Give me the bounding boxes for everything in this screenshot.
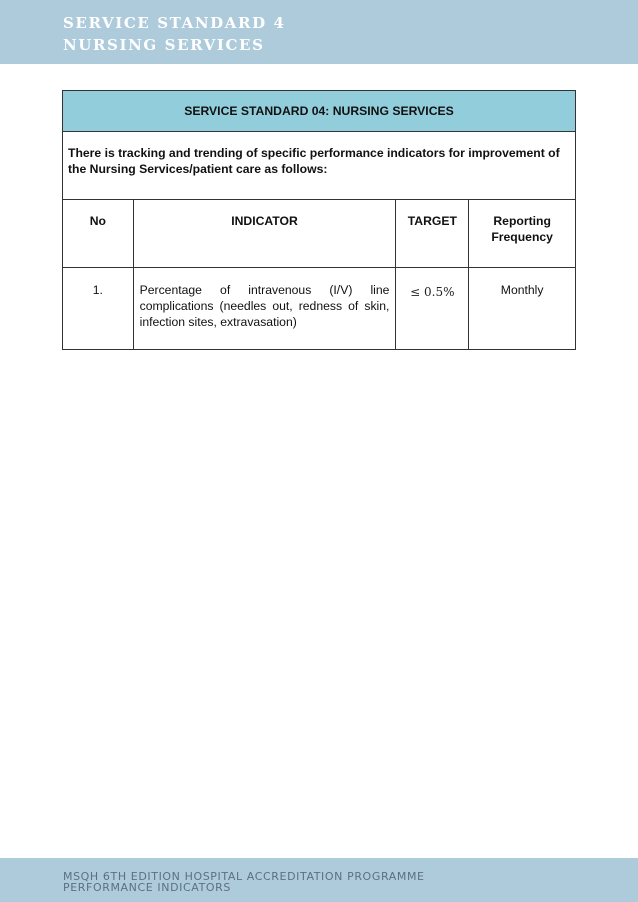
header-title-line-1: SERVICE STANDARD 4 <box>63 14 286 32</box>
row-frequency: Monthly <box>469 268 576 350</box>
table-header-row <box>63 200 576 268</box>
header-title-line-2: NURSING SERVICES <box>63 36 265 54</box>
header-band <box>0 0 638 64</box>
table-title-row <box>63 91 576 132</box>
service-standard-table <box>62 90 576 350</box>
table-row <box>63 268 576 350</box>
footer-line-1: MSQH 6TH EDITION HOSPITAL ACCREDITATION PROGRAMME <box>63 870 425 883</box>
table-title: SERVICE STANDARD 04: NURSING SERVICES <box>63 91 576 132</box>
column-header-indicator: INDICATOR <box>133 200 396 268</box>
row-number: 1. <box>63 268 134 350</box>
footer-band <box>0 858 638 902</box>
table-intro-row <box>63 132 576 200</box>
row-target: ≤ 0.5% <box>410 285 455 299</box>
row-indicator-cell <box>133 268 396 350</box>
table-intro: There is tracking and trending of specific performance indicators for improvement of the Nursing Services/patient care as follows: <box>63 132 576 200</box>
column-header-no: No <box>63 200 134 268</box>
row-indicator: Percentage of intravenous (I/V) line complications (needles out, redness of skin, infection sites, extravasation) <box>139 283 390 329</box>
footer-line-2: PERFORMANCE INDICATORS <box>63 881 231 894</box>
row-target-cell <box>396 268 469 350</box>
column-header-target: TARGET <box>396 200 469 268</box>
column-header-frequency <box>469 200 576 268</box>
column-header-frequency-label: Reporting Frequency <box>491 214 553 244</box>
